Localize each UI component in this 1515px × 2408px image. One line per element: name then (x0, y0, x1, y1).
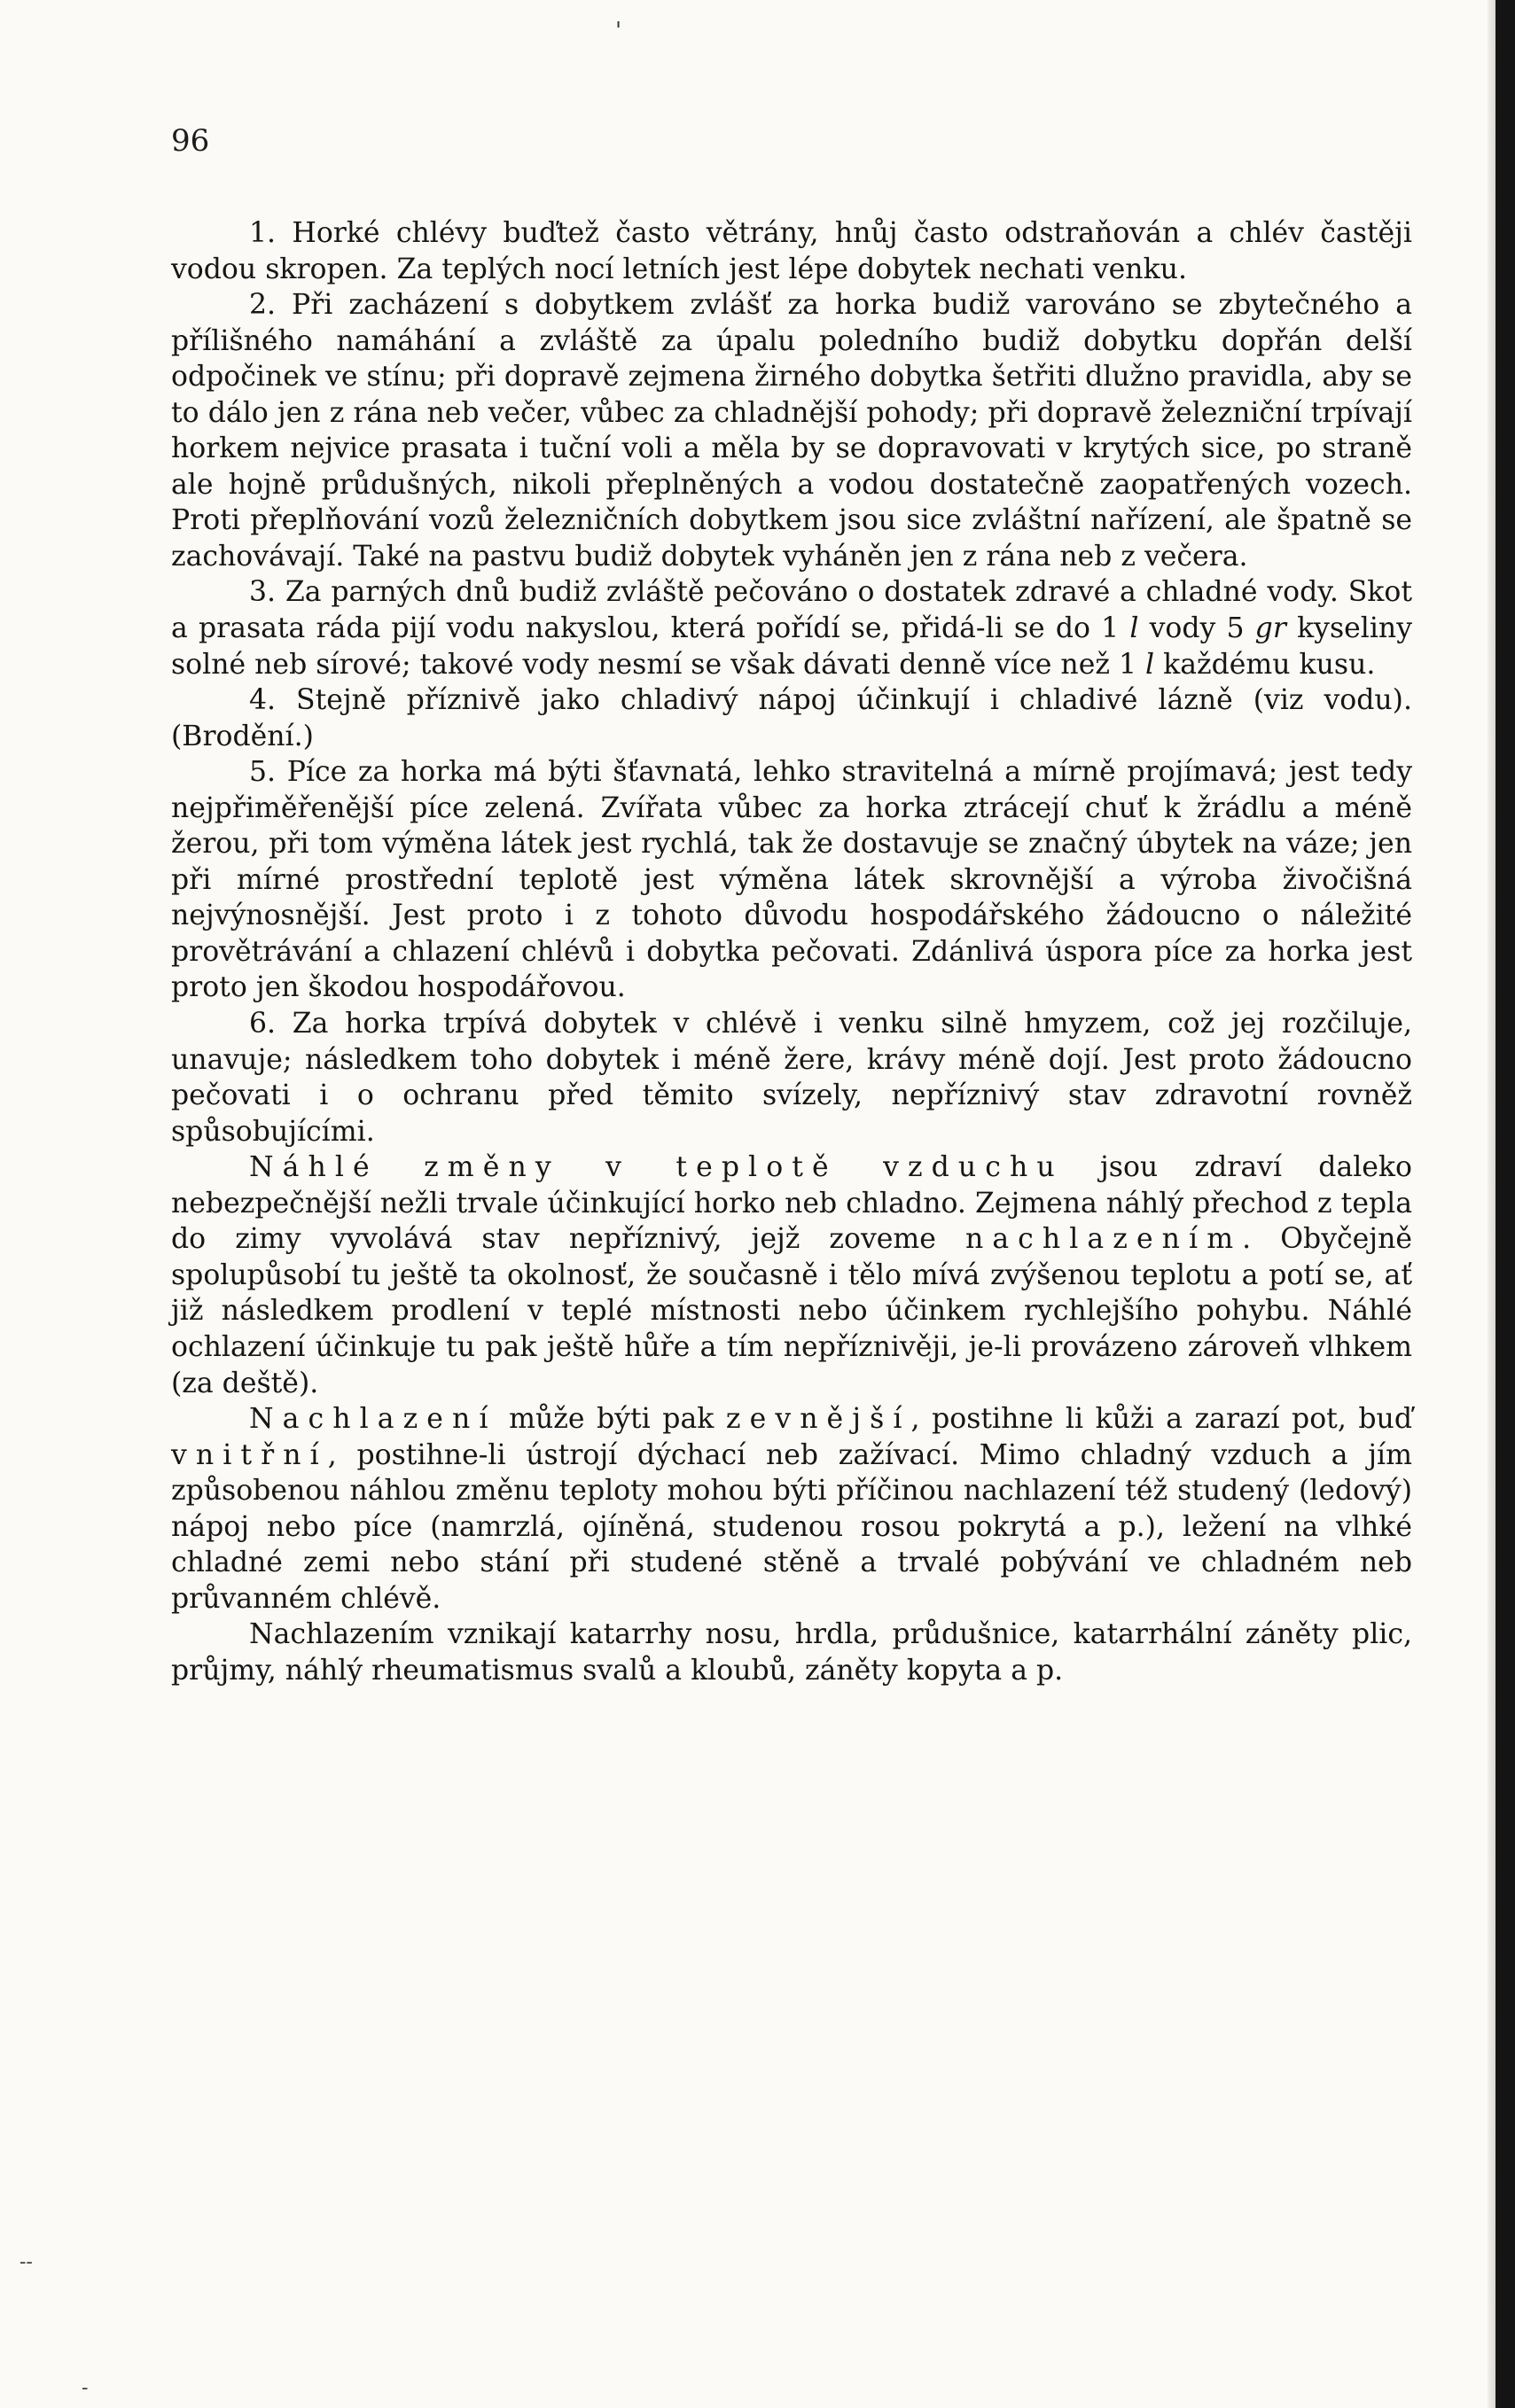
paragraph-text: . Obyčejně spolupůsobí tu ještě ta okolnosť, že současně i tělo mívá zvýšenou teplotu a potí se, ať již následkem prodlení v teplé místnosti nebo účinkem rychlejšího pohybu. Náhlé ochlazení účinkuje tu pak ještě hůře a tím nepříznivěji, je-li provázeno zároveň vlhkem (za deště). (171, 1223, 1412, 1399)
paragraph-sudden-changes (171, 1149, 1412, 1401)
paragraph-text: každému kusu. (1154, 648, 1376, 681)
paragraph-text: , postihne-li ústrojí dýchací neb zažívací. Mimo chladný vzduch a jím způsobenou náhlou změnu teploty mohou býti příčinou nachlazení též studený (ledový) nápoj nebo píce (namrzlá, ojíněná, studenou rosou pokrytá a p.), ležení na vlhké chladné zemi nebo stání při studené stěně a trvalé pobývání ve chladném neb průvanném chlévě. (171, 1438, 1412, 1615)
paragraph-text: Nachlazením vznikají katarrhy nosu, hrdla, průdušnice, katarrhální záněty plic, průjmy, náhlý rheumatismus svalů a kloubů, záněty kopyta a p. (171, 1618, 1412, 1687)
emphasis-term: Nachlazení (249, 1403, 497, 1436)
paragraph-text: vody 5 (1138, 612, 1255, 645)
unit-liter: l (1145, 648, 1155, 681)
paragraph-text: 3. Za parných dnů budiž zvláště pečováno o dostatek zdravé a chladné vody. Skot a prasata ráda pijí vodu nakyslou, která pořídí se, přidá-li se do 1 (171, 576, 1412, 645)
page-edge-shadow (1488, 0, 1495, 2408)
paragraph-text: jsou zdraví daleko nebezpečnější nežli trvale účinkující horko neb chladno. Zejmena náhlý přechod z tepla do zimy vyvolává stav nepříznivý, jejž zoveme (171, 1151, 1412, 1256)
paragraph-text: , postihne li kůži a zarazí pot, buď (910, 1403, 1413, 1436)
paragraph-point-3 (171, 574, 1412, 682)
paragraph-point-6 (171, 1006, 1412, 1149)
paragraph-chill-types (171, 1401, 1412, 1617)
emphasis-term: vnitřní (171, 1438, 328, 1471)
margin-mark-top: ' (615, 18, 622, 44)
emphasis-term: nachlazením (964, 1223, 1243, 1256)
paragraph-point-1 (171, 215, 1412, 287)
paragraph-text: 1. Horké chlévy buďtež často větrány, hnůj často odstraňován a chlév častěji vodou skropen. Za teplých nocí letních jest lépe dobytek nechati venku. (171, 217, 1412, 285)
paragraph-text: 5. Píce za horka má býti šťavnatá, lehko stravitelná a mírně projímavá; jest tedy nejpřiměřenější píce zelená. Zvířata vůbec za horka ztrácejí chuť k žrádlu a méně žerou, při tom výměna látek jest rychlá, tak že dostavuje se značný úbytek na váze; jen při mírné prostřední teplotě jest výměna látek skrovnější a výroba živočišná nejvýnosnější. Jest proto i z tohoto důvodu hospodářského žádoucno o náležité provětrávání a chlazení chlévů i dobytka pečovati. Zdánlivá úspora píce za horka jest proto jen škodou hospodářovou. (171, 756, 1412, 1004)
paragraph-point-5 (171, 754, 1412, 1006)
scan-border (1495, 0, 1515, 2408)
page-body (171, 215, 1412, 1688)
emphasis-term: zevnější (725, 1403, 911, 1436)
paragraph-chill-consequences (171, 1617, 1412, 1688)
paragraph-text: kyseliny solné neb sírové; takové vody nesmí se však dávati denně více než 1 (171, 612, 1412, 681)
paragraph-point-4 (171, 682, 1412, 754)
paragraph-text: 6. Za horka trpívá dobytek v chlévě i venku silně hmyzem, což jej rozčiluje, unavuje; následkem toho dobytek i méně žere, krávy méně dojí. Jest proto žádoucno pečovati i o ochranu před těmito svízely, nepříznivý stav zdravotní rovněž spůsobujícími. (171, 1008, 1412, 1148)
margin-mark-bottom: - (82, 2377, 89, 2399)
emphasis-term: Náhlé změny v teplotě vzduchu (249, 1151, 1064, 1184)
paragraph-text: může býti pak (496, 1403, 726, 1436)
paragraph-text: 4. Stejně příznivě jako chladivý nápoj účinkují i chladivé lázně (viz vodu). (Brodění.) (171, 684, 1412, 752)
page-number: 96 (171, 123, 210, 159)
unit-gram: gr (1254, 612, 1286, 645)
paragraph-point-2 (171, 287, 1412, 574)
unit-liter: l (1129, 612, 1139, 645)
margin-mark-left: -- (20, 2251, 33, 2273)
paragraph-text: 2. Při zacházení s dobytkem zvlášť za horka budiž varováno se zbytečného a přílišného namáhání a zvláště za úpalu poledního budiž dobytku dopřán delší odpočinek ve stínu; při dopravě zejmena žirného dobytka šetřiti dlužno pravidla, aby se to dálo jen z rána neb večer, vůbec za chladnější pohody; při dopravě železniční trpívají horkem nejvice prasata i tuční voli a měla by se dopravovati v krytých sice, po straně ale hojně průdušných, nikoli přeplněných a vodou dostatečně zaopatřených vozech. Proti přeplňování vozů železničních dobytkem jsou sice zvláštní nařízení, ale špatně se zachovávají. Také na pastvu budiž dobytek vyháněn jen z rána neb z večera. (171, 289, 1412, 573)
